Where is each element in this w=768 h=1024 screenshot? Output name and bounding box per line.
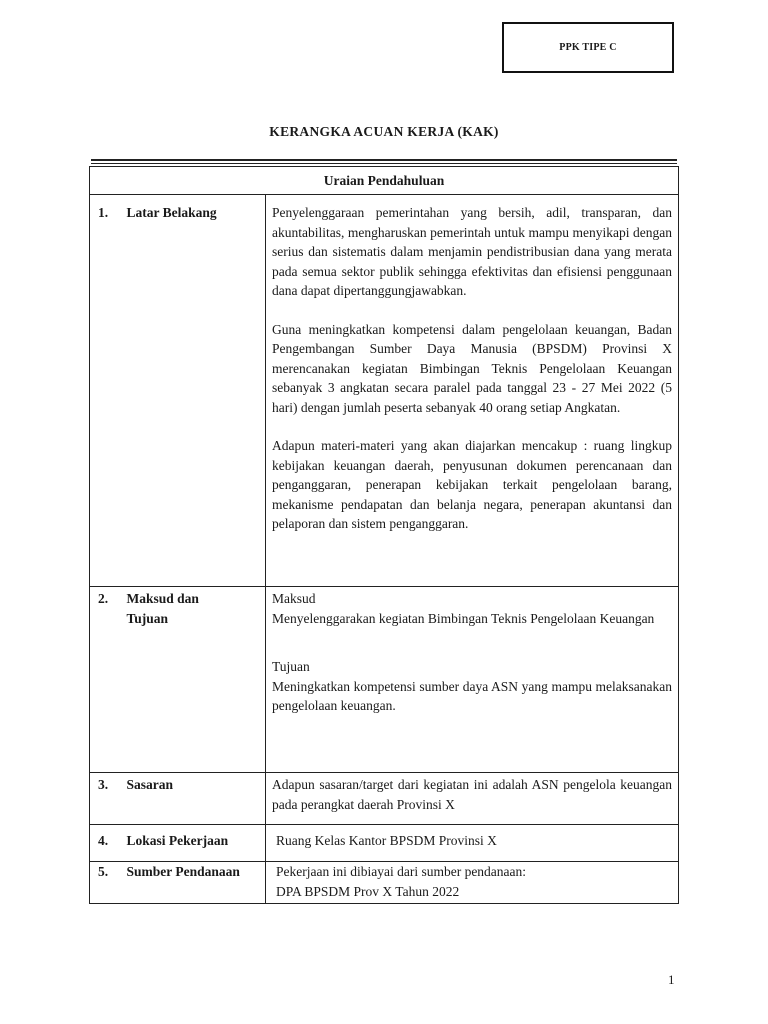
- section-row-lokasi: [90, 825, 679, 862]
- maksud-heading: Maksud: [272, 591, 316, 606]
- document-type-box: [502, 22, 674, 73]
- section-content-sasaran: [266, 773, 679, 825]
- section-content-sumber-pendanaan: [266, 862, 679, 904]
- tujuan-text: Meningkatkan kompetensi sumber daya ASN yang mampu melaksanakan pengelolaan keuangan.: [272, 678, 673, 713]
- lokasi-text: Ruang Kelas Kantor BPSDM Provinsi X: [276, 833, 497, 848]
- section-content-maksud-tujuan: [266, 587, 679, 773]
- section-content-lokasi: [266, 825, 679, 862]
- funding-text-line-2: DPA BPSDM Prov X Tahun 2022: [276, 883, 460, 899]
- kak-table: [89, 166, 679, 904]
- section-number: 2.: [90, 587, 127, 773]
- background-paragraph-3: Adapun materi-materi yang akan diajarkan mencakup : ruang lingkup kebijakan keuangan daerah, penyusunan dokumen perencanaan dan penganggaran, penerapan kebijakan terkait pengelolaan barang, mekanisme pendapatan dan belanja negara, penerapan akuntansi dan pelaporan dan sistem penganggaran.: [272, 438, 673, 531]
- section-label: Sasaran: [127, 773, 266, 825]
- tujuan-heading: Tujuan: [272, 659, 310, 674]
- section-label: [127, 587, 266, 773]
- section-label: Lokasi Pekerjaan: [127, 825, 266, 862]
- page-number: 1: [668, 972, 675, 987]
- table-header: Uraian Pendahuluan: [90, 167, 679, 195]
- section-row-sasaran: [90, 773, 679, 825]
- section-number: 5.: [90, 862, 127, 904]
- section-label-line-2: Tujuan: [126, 610, 169, 626]
- section-number: 4.: [90, 825, 127, 862]
- title-divider-thin: [91, 163, 677, 164]
- section-label: Latar Belakang: [127, 195, 266, 587]
- document-title: KERANGKA ACUAN KERJA (KAK): [269, 124, 499, 139]
- funding-text-line-1: Pekerjaan ini dibiayai dari sumber pendanaan:: [276, 864, 527, 879]
- section-content-latar-belakang: [266, 195, 679, 587]
- section-row-maksud-tujuan: [90, 587, 679, 773]
- background-paragraph-1: Penyelenggaraan pemerintahan yang bersih, adil, transparan, dan akuntabilitas, mengharuskan pemerintah untuk mampu menyikapi dengan serius dan sistematis dalam menjamin pendistribusian dana yang merata pada semua sektor publik sehingga efektivitas dan efisiensi penggunaan dana dapat dipertanggungjawabkan.: [272, 205, 673, 298]
- table-header-row: [90, 167, 679, 195]
- section-label: Sumber Pendanaan: [127, 862, 266, 904]
- maksud-text: Menyelenggarakan kegiatan Bimbingan Teknis Pengelolaan Keuangan: [272, 610, 655, 626]
- section-label-line-1: Maksud dan: [126, 591, 199, 606]
- section-number: 3.: [90, 773, 127, 825]
- section-row-sumber-pendanaan: [90, 862, 679, 904]
- section-row-latar-belakang: [90, 195, 679, 587]
- sasaran-text: Adapun sasaran/target dari kegiatan ini adalah ASN pengelola keuangan pada perangkat daerah Provinsi X: [272, 777, 673, 812]
- section-number: 1.: [90, 195, 127, 587]
- document-type-label: PPK TIPE C: [559, 42, 617, 53]
- background-paragraph-2: Guna meningkatkan kompetensi dalam pengelolaan keuangan, Badan Pengembangan Sumber Daya Manusia (BPSDM) Provinsi X merencanakan kegiatan Bimbingan Teknis Pengelolaan Keuangan sebanyak 3 angkatan secara paralel pada tanggal 23 - 27 Mei 2022 (5 hari) dengan jumlah peserta sebanyak 40 orang setiap Angkatan.: [272, 321, 673, 415]
- title-divider-thick: [91, 159, 677, 161]
